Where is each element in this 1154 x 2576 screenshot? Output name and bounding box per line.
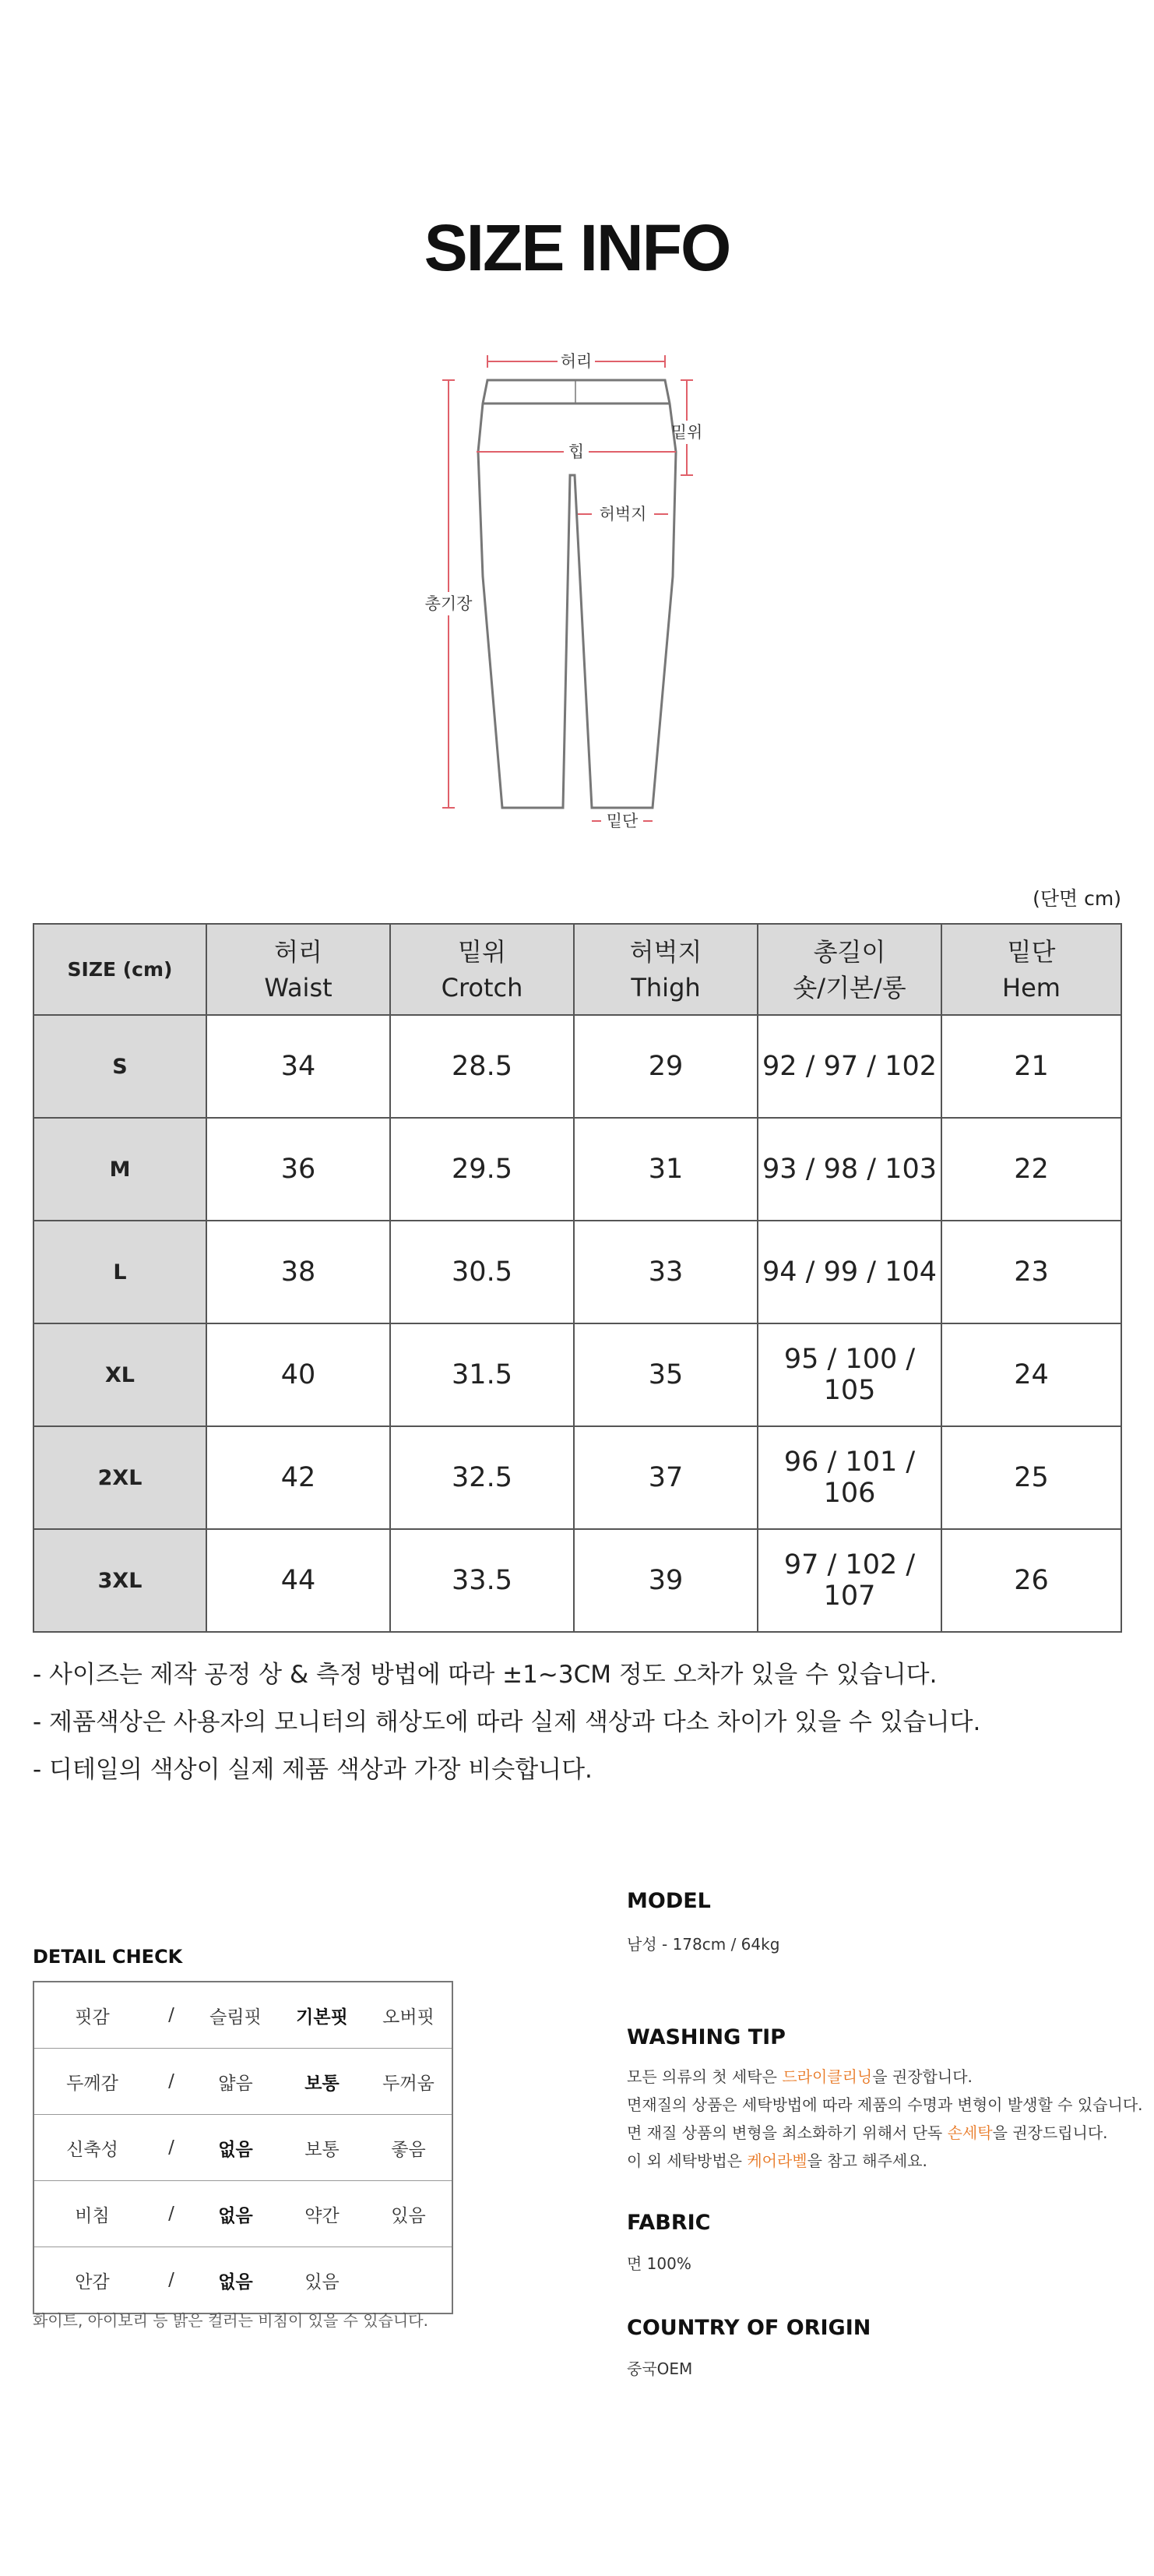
thigh-cell: 37	[574, 1426, 758, 1529]
fabric-title: FABRIC	[627, 2211, 711, 2235]
thigh-cell: 33	[574, 1221, 758, 1323]
detail-option: 얇음	[192, 2049, 279, 2115]
hem-cell: 24	[941, 1323, 1121, 1426]
hip-label: 힙	[568, 442, 585, 461]
waist-cell: 36	[206, 1118, 390, 1221]
table-row	[33, 1323, 1121, 1426]
size-cell: S	[33, 1015, 206, 1118]
detail-label: 안감	[33, 2247, 150, 2314]
hem-cell: 25	[941, 1426, 1121, 1529]
thigh-label: 허벅지	[599, 505, 647, 523]
detail-option: 좋음	[365, 2115, 452, 2181]
page-title: SIZE INFO	[424, 211, 730, 284]
waist-cell: 38	[206, 1221, 390, 1323]
crotch-cell: 29.5	[390, 1118, 574, 1221]
detail-check-note: 화이트, 아이보리 등 밝은 컬러는 비침이 있을 수 있습니다.	[33, 2311, 428, 2330]
washing-line: 면재질의 상품은 세탁방법에 따라 제품의 수명과 변형이 발생할 수 있습니다.	[627, 2095, 1143, 2114]
model-text: 남성 - 178cm / 64kg	[627, 1935, 780, 1954]
washing-line: 면 재질 상품의 변형을 최소화하기 위해서 단독 손세탁을 권장드립니다.	[627, 2123, 1108, 2142]
washing-highlight: 손세탁	[947, 2123, 993, 2142]
detail-option: 약간	[279, 2181, 365, 2247]
size-cell: XL	[33, 1323, 206, 1426]
header-size: SIZE (cm)	[33, 924, 206, 1015]
washing-line: 이 외 세탁방법은 케어라벨을 참고 해주세요.	[627, 2151, 927, 2170]
size-cell: 3XL	[33, 1529, 206, 1632]
length-cell: 94 / 99 / 104	[758, 1221, 941, 1323]
detail-row	[33, 2115, 452, 2181]
size-cell: L	[33, 1221, 206, 1323]
header-crotch: 밑위 Crotch	[390, 924, 574, 1015]
washing-highlight: 케어라벨	[747, 2151, 807, 2170]
thigh-cell: 39	[574, 1529, 758, 1632]
table-row	[33, 1118, 1121, 1221]
detail-option: 있음	[279, 2247, 365, 2314]
size-table-header	[33, 924, 1121, 1015]
crotch-cell: 30.5	[390, 1221, 574, 1323]
detail-label: 신축성	[33, 2115, 150, 2181]
detail-row	[33, 2247, 452, 2314]
note-line: - 사이즈는 제작 공정 상 & 측정 방법에 따라 ±1~3CM 정도 오차가 있을 수 있습니다.	[33, 1661, 938, 1689]
length-label: 총기장	[424, 594, 473, 613]
header-thigh: 허벅지 Thigh	[574, 924, 758, 1015]
length-cell: 96 / 101 / 106	[758, 1426, 941, 1529]
hem-cell: 26	[941, 1529, 1121, 1632]
origin-text: 중국OEM	[627, 2359, 693, 2378]
detail-option-selected: 없음	[192, 2181, 279, 2247]
detail-option: 슬림핏	[192, 1982, 279, 2049]
waist-cell: 44	[206, 1529, 390, 1632]
detail-option	[365, 2247, 452, 2314]
length-cell: 97 / 102 / 107	[758, 1529, 941, 1632]
detail-row	[33, 1982, 452, 2049]
detail-row	[33, 2049, 452, 2115]
thigh-cell: 29	[574, 1015, 758, 1118]
detail-check-table	[33, 1981, 453, 2314]
detail-option: 있음	[365, 2181, 452, 2247]
detail-label: 핏감	[33, 1982, 150, 2049]
table-row	[33, 1529, 1121, 1632]
detail-label: 두께감	[33, 2049, 150, 2115]
crotch-cell: 33.5	[390, 1529, 574, 1632]
detail-option: 두꺼움	[365, 2049, 452, 2115]
crotch-cell: 32.5	[390, 1426, 574, 1529]
waist-cell: 34	[206, 1015, 390, 1118]
origin-title: COUNTRY OF ORIGIN	[627, 2316, 871, 2340]
table-row	[33, 1221, 1121, 1323]
pants-size-diagram	[405, 343, 748, 841]
detail-check-title: DETAIL CHECK	[33, 1946, 183, 1968]
size-cell: M	[33, 1118, 206, 1221]
detail-option-selected: 기본핏	[279, 1982, 365, 2049]
size-notes	[33, 1651, 980, 1794]
table-row	[33, 1426, 1121, 1529]
hem-cell: 22	[941, 1118, 1121, 1221]
waist-cell: 42	[206, 1426, 390, 1529]
waist-cell: 40	[206, 1323, 390, 1426]
length-cell: 92 / 97 / 102	[758, 1015, 941, 1118]
header-hem: 밑단 Hem	[941, 924, 1121, 1015]
note-line: - 제품색상은 사용자의 모니터의 해상도에 따라 실제 색상과 다소 차이가 있을 수 있습니다.	[33, 1708, 981, 1736]
waist-label: 허리	[560, 352, 593, 371]
thigh-cell: 31	[574, 1118, 758, 1221]
detail-option: 오버핏	[365, 1982, 452, 2049]
detail-option-selected: 없음	[192, 2115, 279, 2181]
detail-label: 비침	[33, 2181, 150, 2247]
length-cell: 95 / 100 / 105	[758, 1323, 941, 1426]
detail-separator: /	[150, 2247, 192, 2314]
model-title: MODEL	[627, 1889, 711, 1913]
detail-option: 보통	[279, 2115, 365, 2181]
fabric-text: 면 100%	[627, 2254, 691, 2273]
header-length: 총길이 숏/기본/롱	[758, 924, 941, 1015]
crotch-cell: 28.5	[390, 1015, 574, 1118]
crotch-label: 밑위	[670, 423, 703, 442]
hem-label: 밑단	[606, 812, 639, 830]
hem-cell: 21	[941, 1015, 1121, 1118]
detail-separator: /	[150, 2049, 192, 2115]
crotch-cell: 31.5	[390, 1323, 574, 1426]
hem-cell: 23	[941, 1221, 1121, 1323]
detail-separator: /	[150, 2115, 192, 2181]
detail-option-selected: 없음	[192, 2247, 279, 2314]
detail-separator: /	[150, 1982, 192, 2049]
size-table	[33, 923, 1122, 1633]
length-cell: 93 / 98 / 103	[758, 1118, 941, 1221]
table-row	[33, 1015, 1121, 1118]
washing-title: WASHING TIP	[627, 2025, 786, 2049]
unit-label: (단면 cm)	[1033, 887, 1121, 910]
detail-row	[33, 2181, 452, 2247]
detail-separator: /	[150, 2181, 192, 2247]
washing-line: 모든 의류의 첫 세탁은 드라이클리닝을 권장합니다.	[627, 2067, 973, 2086]
detail-option-selected: 보통	[279, 2049, 365, 2115]
washing-text	[627, 2063, 1143, 2175]
thigh-cell: 35	[574, 1323, 758, 1426]
washing-highlight: 드라이클리닝	[782, 2067, 873, 2086]
size-cell: 2XL	[33, 1426, 206, 1529]
header-waist: 허리 Waist	[206, 924, 390, 1015]
note-line: - 디테일의 색상이 실제 제품 색상과 가장 비슷합니다.	[33, 1756, 593, 1784]
